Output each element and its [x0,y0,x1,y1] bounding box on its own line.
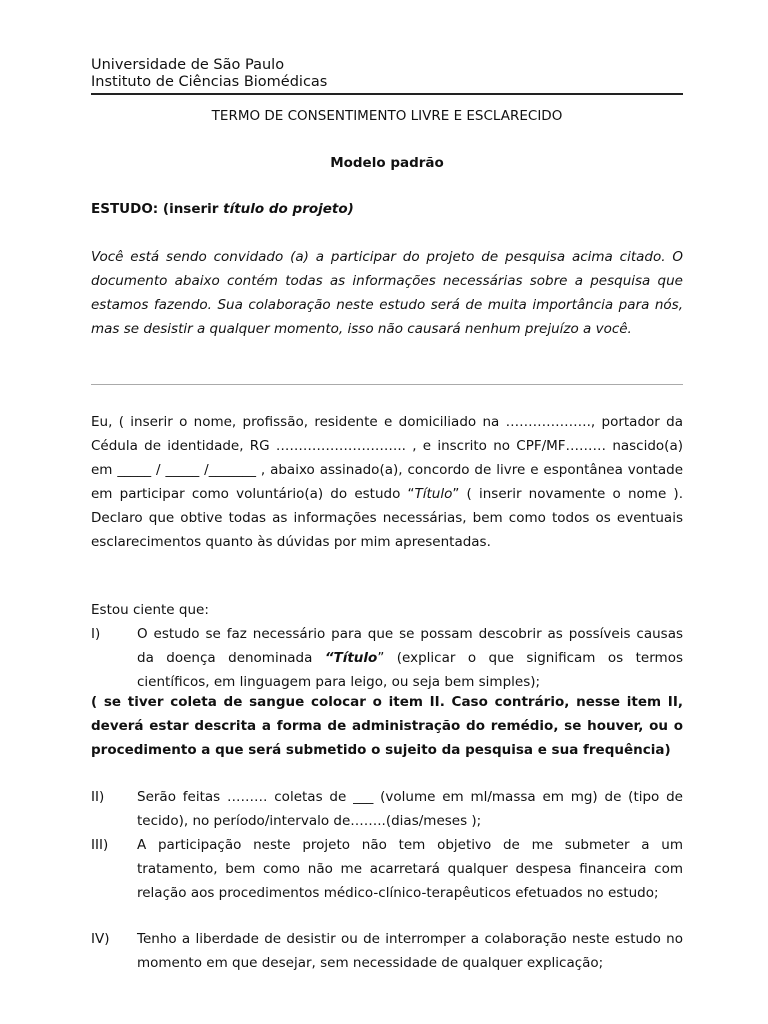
institute-name: Instituto de Ciências Biomédicas [91,74,328,90]
item-number: II) [91,789,105,805]
list-item [91,622,683,694]
study-heading [91,201,354,217]
list-item [91,785,683,833]
item-title-placeholder: “Título [324,650,378,666]
document-title: TERMO DE CONSENTIMENTO LIVRE E ESCLARECIDO [211,108,563,124]
item-number: IV) [91,931,110,947]
item-text-start: O estudo se faz necessário para que se possam descobrir as possíveis causas da doença denominada [137,626,683,666]
study-label: ESTUDO: (inserir [91,201,224,217]
institution-header [91,57,683,95]
item-text: Tenho a liberdade de desistir ou de interromper a colaboração neste estudo no momento em que desejar, sem necessidade de qualquer explicação; [137,931,683,971]
declaration-paragraph [91,410,683,554]
item-text: A participação neste projeto não tem objetivo de me submeter a um tratamento, bem como não me acarretará qualquer despesa financeira com relação aos procedimentos médico-clínico-terapêuticos efetuados no estudo; [137,837,683,901]
section-divider [91,384,683,385]
university-name: Universidade de São Paulo [91,57,285,73]
item-text [137,622,683,694]
intro-paragraph: Você está sendo convidado (a) a participar do projeto de pesquisa acima citado. O documento abaixo contém todas as informações necessárias sobre a pesquisa que estamos fazendo. Sua colaboração neste estudo será de muita importância para nós, mas se desistir a qualquer momento, isso não causará nenhum prejuízo a você. [91,249,683,337]
item-number: III) [91,837,109,853]
aware-label: Estou ciente que: [91,602,209,618]
declaration-title-placeholder: Título [414,486,453,502]
list-item [91,927,683,975]
declaration-text-end: ” ( inserir novamente o nome ). Declaro que obtive todas as informações necessárias, bem como todos os eventuais esclarecimentos quanto às dúvidas por mim apresentadas. [91,486,683,550]
instruction-note: ( se tiver coleta de sangue colocar o item II. Caso contrário, nesse item II, deverá estar descrita a forma de administração do remédio, se houver, ou o procedimento a que será submetido o sujeito da pesquisa e sua frequência) [91,694,683,758]
item-text-end: ” (explicar o que significam os termos científicos, em linguagem para leigo, ou seja bem simples); [137,650,683,690]
document-subtitle: Modelo padrão [330,155,444,171]
item-text: Serão feitas ……… coletas de ___ (volume em ml/massa em mg) de (tipo de tecido), no período/intervalo de……..(dias/meses ); [137,789,683,829]
study-title-placeholder: título do projeto) [223,201,354,217]
declaration-text-start: Eu, ( inserir o nome, profissão, residente e domiciliado na ………………., portador da Cédula de identidade, RG ……………………….. , e inscrito no CPF/MF……… nascido(a) em _____ / _____ /_______ , abaixo assinado(a), concordo de livre e espontânea vontade em participar como voluntário(a) do estudo “ [91,414,683,502]
item-number: I) [91,626,101,642]
list-item [91,833,683,905]
